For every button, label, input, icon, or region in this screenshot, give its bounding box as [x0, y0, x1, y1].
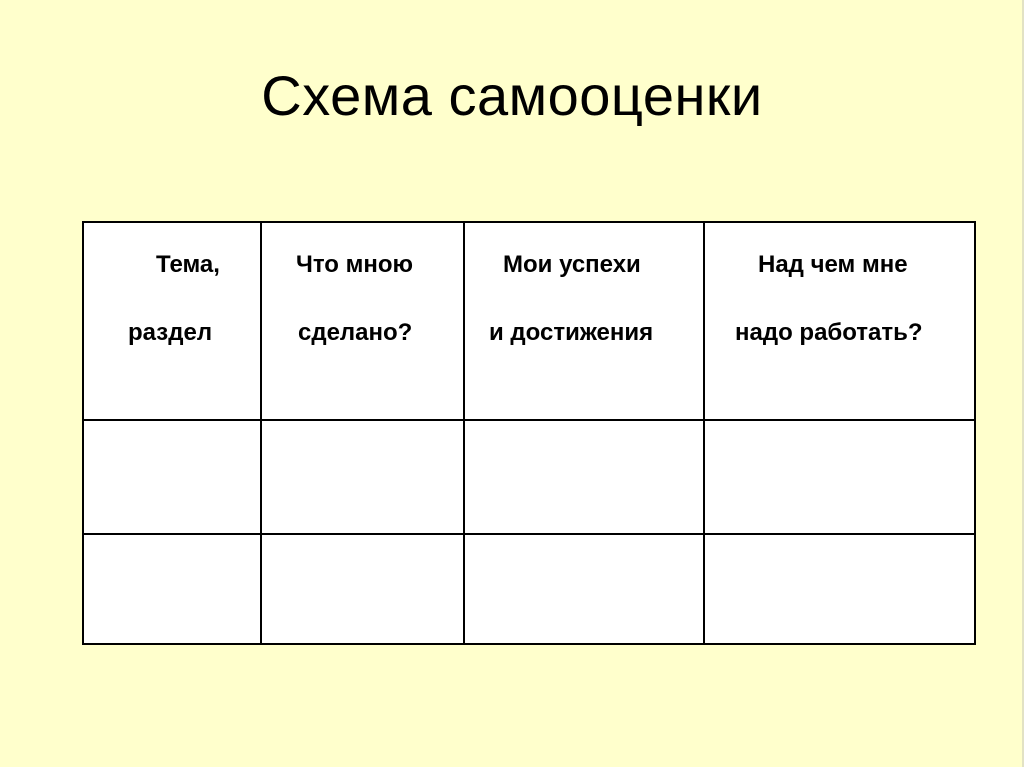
table-header-row [83, 222, 975, 420]
table-row [83, 534, 975, 644]
header-to-work-on-line1: Над чем мне [758, 251, 908, 278]
slide-title: Схема самооценки [261, 64, 763, 127]
header-done-line2: сделано? [298, 319, 413, 346]
header-cell-topic [83, 222, 261, 420]
header-topic-line2: раздел [128, 319, 213, 346]
self-assessment-table [82, 221, 976, 645]
header-to-work-on-line2: надо работать? [735, 319, 923, 346]
header-achievements-line1: Мои успехи [503, 251, 641, 278]
header-done-line1: Что мною [296, 251, 414, 278]
table-row [83, 420, 975, 534]
table-cell [83, 420, 261, 534]
header-cell-to-work-on [704, 222, 975, 420]
table-cell [704, 420, 975, 534]
table-cell [464, 534, 704, 644]
header-achievements-line2: и достижения [489, 319, 654, 346]
table-cell [261, 420, 464, 534]
header-cell-achievements [464, 222, 704, 420]
header-topic-line1: Тема, [156, 251, 220, 278]
table-cell [704, 534, 975, 644]
header-cell-done [261, 222, 464, 420]
table-cell [261, 534, 464, 644]
table-cell [83, 534, 261, 644]
table-cell [464, 420, 704, 534]
